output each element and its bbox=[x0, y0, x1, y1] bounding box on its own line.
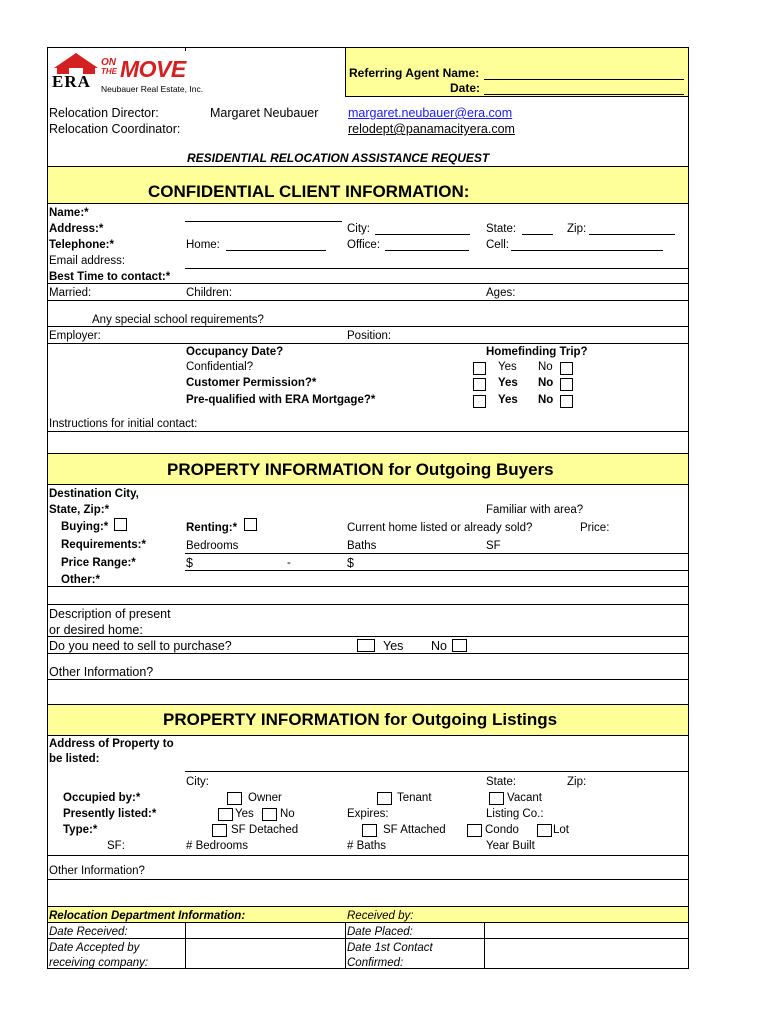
office-phone-field[interactable] bbox=[385, 250, 469, 251]
price-label: Price: bbox=[580, 522, 610, 534]
instructions-label: Instructions for initial contact: bbox=[49, 418, 198, 430]
school-label: Any special school requirements? bbox=[92, 314, 264, 326]
owner-label: Owner bbox=[248, 792, 282, 804]
name-label: Name:* bbox=[49, 207, 89, 219]
employer-label: Employer: bbox=[49, 330, 101, 342]
address-field[interactable] bbox=[185, 221, 342, 222]
year-built-label: Year Built bbox=[486, 840, 535, 852]
sf-detached-checkbox[interactable] bbox=[212, 824, 227, 837]
relocation-coordinator-label: Relocation Coordinator: bbox=[49, 122, 181, 136]
price-range-dash: - bbox=[287, 557, 291, 569]
tenant-label: Tenant bbox=[397, 792, 432, 804]
prequalified-label: Pre-qualified with ERA Mortgage?* bbox=[186, 394, 376, 406]
confidential-no-checkbox[interactable] bbox=[560, 362, 573, 375]
description-label-1: Description of present bbox=[49, 607, 171, 621]
date-accepted-label-1: Date Accepted by bbox=[49, 942, 140, 954]
address-label: Address:* bbox=[49, 223, 104, 235]
permission-no-label: No bbox=[538, 377, 554, 389]
buying-label: Buying:* bbox=[61, 521, 109, 533]
listing-zip-label: Zip: bbox=[567, 776, 587, 788]
era-wordmark: ERA bbox=[52, 72, 91, 91]
property-type-label: Type:* bbox=[63, 824, 98, 836]
date-received-label: Date Received: bbox=[49, 926, 128, 938]
vacant-checkbox[interactable] bbox=[489, 792, 504, 805]
confidential-yes-checkbox[interactable] bbox=[473, 362, 486, 375]
the-wordmark: THE bbox=[101, 67, 117, 76]
director-email-link[interactable]: margaret.neubauer@era.com bbox=[348, 106, 513, 120]
occupied-by-label: Occupied by:* bbox=[63, 792, 141, 804]
address-to-list-label-2: be listed: bbox=[49, 753, 100, 765]
listing-bedrooms-label: # Bedrooms bbox=[186, 840, 249, 852]
listings-other-info-label: Other Information? bbox=[49, 865, 145, 877]
sf-attached-label: SF Attached bbox=[383, 824, 446, 836]
home-phone-field[interactable] bbox=[226, 250, 326, 251]
listed-or-sold-label: Current home listed or already sold? bbox=[347, 522, 533, 534]
occupancy-label: Occupancy Date? bbox=[186, 346, 284, 358]
price-range-max-dollar: $ bbox=[347, 556, 354, 570]
price-range-min-dollar: $ bbox=[186, 556, 193, 570]
listed-no-checkbox[interactable] bbox=[262, 808, 277, 821]
prequalified-yes-checkbox[interactable] bbox=[473, 395, 486, 408]
permission-yes-checkbox[interactable] bbox=[473, 378, 486, 391]
destination-label-2: State, Zip:* bbox=[49, 504, 110, 516]
listing-city-label: City: bbox=[186, 776, 209, 788]
city-field[interactable] bbox=[375, 234, 470, 235]
confidential-no-label: No bbox=[538, 361, 553, 373]
sell-to-purchase-label: Do you need to sell to purchase? bbox=[49, 639, 232, 653]
first-contact-label-1: Date 1st Contact bbox=[347, 942, 433, 954]
relocation-director-label: Relocation Director: bbox=[49, 106, 159, 120]
city-label: City: bbox=[347, 223, 370, 235]
condo-label: Condo bbox=[485, 824, 519, 836]
date-label: Date: bbox=[450, 81, 481, 95]
other-label: Other:* bbox=[61, 574, 100, 586]
cell-phone-field[interactable] bbox=[511, 250, 663, 251]
email-label: Email address: bbox=[49, 255, 126, 267]
relocation-email[interactable]: relodept@panamacityera.com bbox=[348, 122, 515, 136]
client-section-heading: CONFIDENTIAL CLIENT INFORMATION: bbox=[148, 182, 470, 201]
prequalified-no-label: No bbox=[538, 394, 554, 406]
zip-field[interactable] bbox=[589, 234, 675, 235]
date-placed-label: Date Placed: bbox=[347, 926, 413, 938]
vacant-label: Vacant bbox=[507, 792, 542, 804]
state-label: State: bbox=[486, 223, 517, 235]
move-wordmark: MOVE bbox=[120, 56, 186, 82]
married-label: Married: bbox=[49, 287, 92, 299]
position-label: Position: bbox=[347, 330, 392, 342]
expires-label: Expires: bbox=[347, 808, 389, 820]
listing-state-label: State: bbox=[486, 776, 517, 788]
home-label: Home: bbox=[186, 239, 220, 251]
lot-label: Lot bbox=[553, 824, 569, 836]
state-field[interactable] bbox=[522, 234, 553, 235]
sf-attached-checkbox[interactable] bbox=[362, 824, 377, 837]
bedrooms-label: Bedrooms bbox=[186, 540, 239, 552]
presently-listed-label: Presently listed:* bbox=[63, 808, 157, 820]
listing-company-label: Listing Co.: bbox=[486, 808, 544, 820]
sell-no-checkbox[interactable] bbox=[452, 639, 467, 652]
relocation-dept-heading: Relocation Department Information: bbox=[49, 910, 246, 922]
confidential-label: Confidential? bbox=[186, 361, 254, 373]
sell-yes-label: Yes bbox=[383, 639, 404, 653]
office-label: Office: bbox=[347, 239, 381, 251]
ages-label: Ages: bbox=[486, 287, 516, 299]
listing-sf-label: SF: bbox=[107, 840, 125, 852]
received-by-label: Received by: bbox=[347, 910, 414, 922]
listed-yes-label: Yes bbox=[235, 808, 254, 820]
sell-yes-checkbox[interactable] bbox=[357, 639, 375, 652]
director-name: Margaret Neubauer bbox=[210, 106, 319, 120]
lot-checkbox[interactable] bbox=[537, 824, 552, 837]
sf-label: SF bbox=[486, 540, 501, 552]
condo-checkbox[interactable] bbox=[467, 824, 482, 837]
referring-agent-label: Referring Agent Name: bbox=[349, 66, 480, 80]
first-contact-label-2: Confirmed: bbox=[347, 957, 404, 969]
on-wordmark: ON bbox=[101, 57, 116, 68]
permission-yes-label: Yes bbox=[498, 377, 518, 389]
listings-section-heading: PROPERTY INFORMATION for Outgoing Listings bbox=[163, 710, 558, 729]
telephone-label: Telephone:* bbox=[49, 239, 114, 251]
destination-label-1: Destination City, bbox=[49, 488, 139, 500]
form-title: RESIDENTIAL RELOCATION ASSISTANCE REQUEST bbox=[187, 151, 490, 165]
zip-label: Zip: bbox=[567, 223, 587, 235]
cell-label: Cell: bbox=[486, 239, 510, 251]
listed-yes-checkbox[interactable] bbox=[218, 808, 233, 821]
logo-subtitle: Neubauer Real Estate, Inc. bbox=[101, 84, 204, 94]
permission-label: Customer Permission?* bbox=[186, 377, 317, 389]
listed-no-label: No bbox=[280, 808, 295, 820]
sf-detached-label: SF Detached bbox=[231, 824, 299, 836]
address-to-list-label-1: Address of Property to bbox=[49, 738, 174, 750]
best-time-label: Best Time to contact:* bbox=[49, 271, 171, 283]
description-label-2: or desired home: bbox=[49, 623, 143, 637]
permission-no-checkbox[interactable] bbox=[560, 378, 573, 391]
sell-no-label: No bbox=[431, 639, 447, 653]
director-email[interactable] bbox=[348, 106, 512, 120]
owner-checkbox[interactable] bbox=[227, 792, 242, 805]
buyers-other-info-label: Other Information? bbox=[49, 665, 154, 679]
prequalified-no-checkbox[interactable] bbox=[560, 395, 573, 408]
confidential-yes-label: Yes bbox=[498, 361, 517, 373]
tenant-checkbox[interactable] bbox=[377, 792, 392, 805]
children-label: Children: bbox=[186, 287, 233, 299]
renting-label: Renting:* bbox=[186, 522, 238, 534]
buying-checkbox[interactable] bbox=[114, 518, 127, 531]
baths-label: Baths bbox=[347, 540, 377, 552]
prequalified-yes-label: Yes bbox=[498, 394, 518, 406]
requirements-label: Requirements:* bbox=[61, 539, 146, 551]
homefinding-label: Homefinding Trip? bbox=[486, 346, 588, 358]
renting-checkbox[interactable] bbox=[244, 518, 257, 531]
date-accepted-label-2: receiving company: bbox=[49, 957, 149, 969]
price-range-label: Price Range:* bbox=[61, 557, 136, 569]
familiar-label: Familiar with area? bbox=[486, 504, 584, 516]
listing-baths-label: # Baths bbox=[347, 840, 386, 852]
buyers-section-heading: PROPERTY INFORMATION for Outgoing Buyers bbox=[167, 460, 554, 479]
